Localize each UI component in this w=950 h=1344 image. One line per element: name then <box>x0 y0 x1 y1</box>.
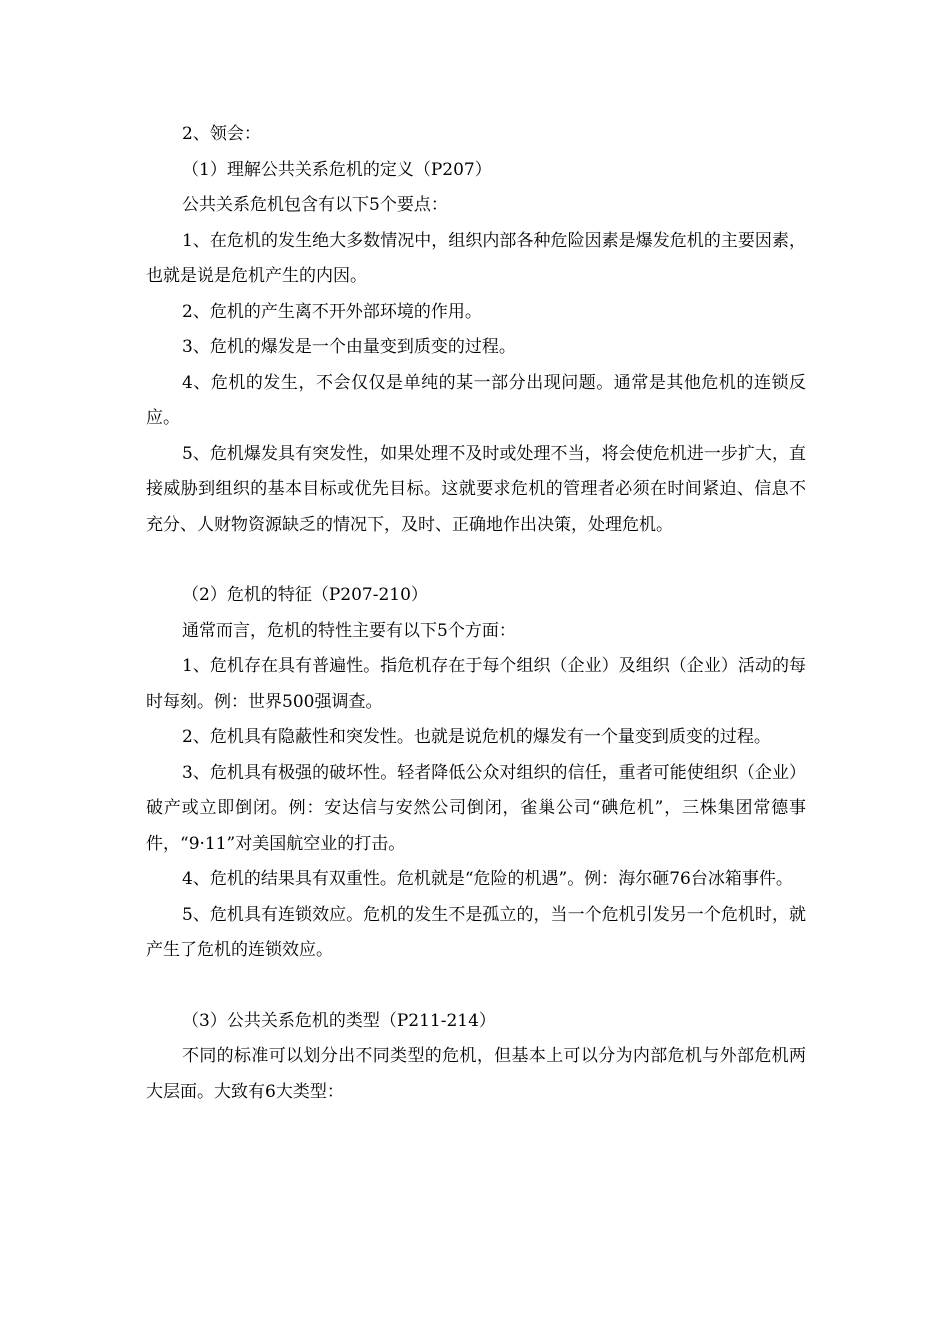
s1-intro: 公共关系危机包含有以下5个要点： <box>182 195 448 215</box>
s2-item-3: 3、危机具有极强的破坏性。轻者降低公众对组织的信任，重者可能使组织（企业）破产或立即倒闭。例：安达信与安然公司倒闭，雀巢公司“碘危机”，三株集团常德事件，“9·11”对美国航空业的打击。 <box>146 762 806 854</box>
s1-item-3: 3、危机的爆发是一个由量变到质变的过程。 <box>182 337 516 357</box>
s2-item-4: 4、危机的结果具有双重性。危机就是“危险的机遇”。例：海尔砸76台冰箱事件。 <box>182 869 793 889</box>
section-gap <box>146 543 806 578</box>
document-page <box>146 117 806 1110</box>
section-heading: 2、领会： <box>182 124 261 144</box>
s3-title: （3）公共关系危机的类型（P211-214） <box>182 1010 496 1031</box>
s2-title: （2）危机的特征（P207-210） <box>182 585 428 605</box>
section-gap <box>146 969 806 1004</box>
s1-item-1: 1、在危机的发生绝大多数情况中，组织内部各种危险因素是爆发危机的主要因素，也就是说是危机产生的内因。 <box>146 230 806 286</box>
s1-item-5: 5、危机爆发具有突发性，如果处理不及时或处理不当，将会使危机进一步扩大，直接威胁到组织的基本目标或优先目标。这就要求危机的管理者必须在时间紧迫、信息不充分、人财物资源缺乏的情况下，及时、正确地作出决策，处理危机。 <box>146 443 806 535</box>
s2-item-5: 5、危机具有连锁效应。危机的发生不是孤立的，当一个危机引发另一个危机时，就产生了危机的连锁效应。 <box>146 904 806 960</box>
s3-intro: 不同的标准可以划分出不同类型的危机，但基本上可以分为内部危机与外部危机两大层面。大致有6大类型： <box>146 1046 806 1102</box>
s1-title: （1）理解公共关系危机的定义（P207） <box>182 159 492 180</box>
s2-item-2: 2、危机具有隐蔽性和突发性。也就是说危机的爆发有一个量变到质变的过程。 <box>182 727 771 747</box>
s2-intro: 通常而言，危机的特性主要有以下5个方面： <box>182 620 516 641</box>
s1-item-4: 4、危机的发生，不会仅仅是单纯的某一部分出现问题。通常是其他危机的连锁反应。 <box>146 372 806 428</box>
s1-item-2: 2、危机的产生离不开外部环境的作用。 <box>182 301 482 322</box>
s2-item-1: 1、危机存在具有普遍性。指危机存在于每个组织（企业）及组织（企业）活动的每时每刻。例：世界500强调查。 <box>146 656 806 712</box>
